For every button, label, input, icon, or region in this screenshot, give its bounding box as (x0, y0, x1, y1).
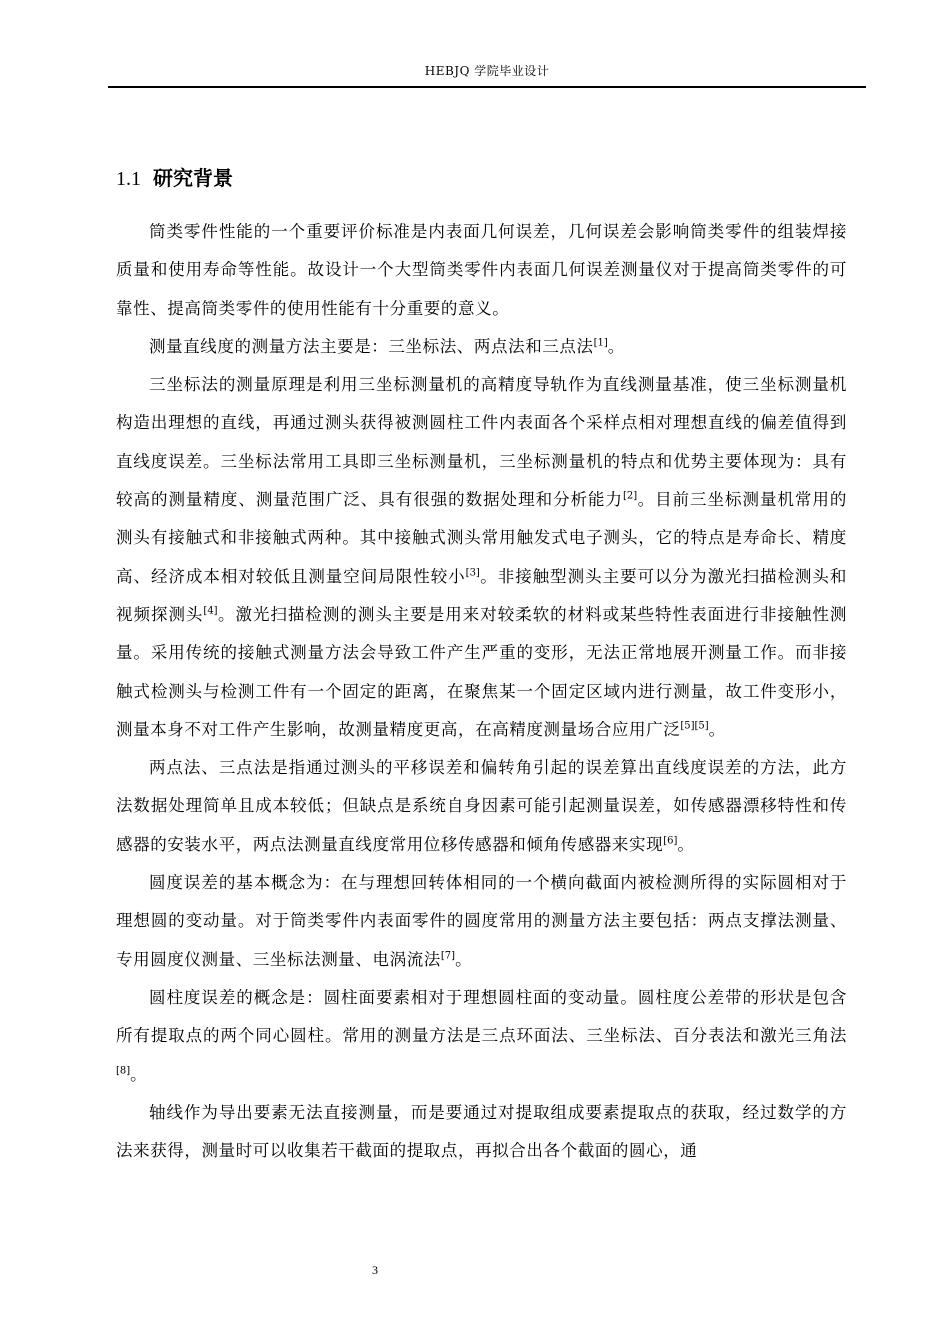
paragraph-5 (116, 864, 847, 979)
body-text (116, 213, 847, 1170)
section-heading (116, 162, 233, 195)
citation: [4] (203, 605, 218, 617)
text-run: 。 (708, 719, 726, 739)
citation: [6] (663, 835, 678, 847)
header-rule (108, 86, 866, 88)
citation: [7] (440, 950, 456, 962)
text-run: 。激光扫描检测的测头主要是用来对较柔软的材料或某些特性表面进行非接触性测量。采用传统的接触式测量方法会导致工件产生严重的变形，无法正常地展开测量工作。而非接触式检测头与检测工件有一个固定的距离，在聚焦某一个固定区域内进行测量，故工件变形小，测量本身不对工件产生影响，故测量精度更高，在高精度测量场合应用广泛 (116, 604, 847, 739)
page-number: 3 (372, 1263, 378, 1277)
citation: [1] (593, 337, 608, 349)
text-run: 。 (607, 336, 625, 356)
text-run: 。非接触型测头主要可以分为激光扫描检测头和视频探测头 (116, 566, 847, 624)
paragraph-6 (116, 979, 847, 1094)
citation: [2] (623, 490, 638, 502)
section-title-text: 研究背景 (153, 166, 233, 190)
text-run: 。 (455, 949, 473, 969)
paragraph-3 (116, 366, 847, 749)
paragraph-4 (116, 749, 847, 864)
text-run: 。 (130, 1064, 148, 1084)
text-run: 测量直线度的测量方法主要是：三坐标法、两点法和三点法 (149, 336, 594, 356)
text-run: 圆柱度误差的概念是：圆柱面要素相对于理想圆柱面的变动量。圆柱度公差带的形状是包含所有提取点的两个同心圆柱。常用的测量方法是三点环面法、三坐标法、百分表法和激光三角法 (116, 987, 847, 1046)
section-number: 1.1 (116, 168, 141, 190)
text-run: 圆度误差的基本概念为：在与理想回转体相同的一个横向截面内被检测所得的实际圆相对于理想圆的变动量。对于筒类零件内表面零件的圆度常用的测量方法主要包括：两点支撑法测量、专用圆度仪测量、三坐标法测量、电涡流法 (116, 873, 847, 969)
text-run: 三坐标法的测量原理是利用三坐标测量机的高精度导轨作为直线测量基准，使三坐标测量机构造出理想的直线，再通过测头获得被测圆柱工件内表面各个采样点相对理想直线的偏差值得到直线度误差。三坐标法常用工具即三坐标测量机，三坐标测量机的特点和优势主要体现为：具有较高的测量精度、测量范围广泛、具有很强的数据处理和分析能力 (116, 375, 847, 510)
page-header: HEBJQ 学院毕业设计 (424, 64, 550, 78)
text-run: 。目前三坐标测量机常用的测头有接触式和非接触式两种。其中接触式测头常用触发式电子测头，它的特点是寿命长、精度高、经济成本相对较低且测量空间局限性较小 (116, 490, 848, 586)
paragraph-2 (116, 328, 847, 366)
paragraph-1: 筒类零件性能的一个重要评价标准是内表面几何误差，几何误差会影响筒类零件的组装焊接质量和使用寿命等性能。故设计一个大型筒类零件内表面几何误差测量仪对于提高筒类零件的可靠性、提高筒类零件的使用性能有十分重要的意义。 (116, 222, 847, 318)
text-run: 。 (677, 834, 695, 854)
text-run: 两点法、三点法是指通过测头的平移误差和偏转角引起的误差算出直线度误差的方法，此方法数据处理简单且成本较低；但缺点是系统自身因素可能引起测量误差，如传感器漂移特性和传感器的安装水平，两点法测量直线度常用位移传感器和倾角传感器来实现 (116, 758, 847, 854)
citation: [3] (465, 567, 480, 579)
paragraph-7: 轴线作为导出要素无法直接测量，而是要通过对提取组成要素提取点的获取，经过数学的方法来获得，测量时可以收集若干截面的提取点，再拟合出各个截面的圆心，通 (116, 1102, 847, 1161)
citation: [5][5] (680, 720, 709, 732)
citation: [8] (116, 1065, 131, 1077)
